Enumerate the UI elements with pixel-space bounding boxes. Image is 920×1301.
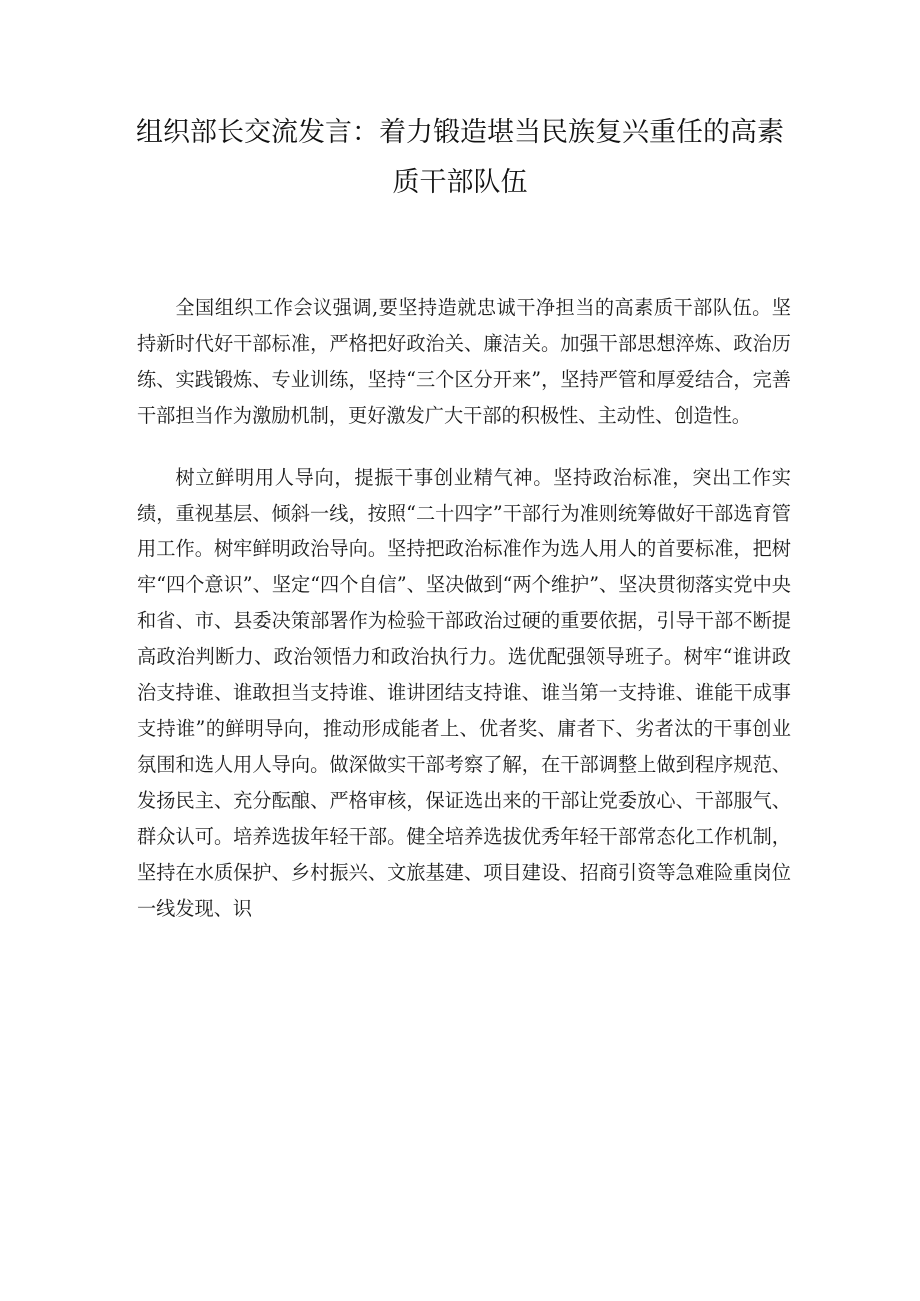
paragraph-1: 全国组织工作会议强调,要坚持造就忠诚干净担当的高素质干部队伍。坚持新时代好干部标准，严格把好政治关、廉洁关。加强干部思想淬炼、政治历练、实践锻炼、专业训练，坚持“三个区分开来”，坚持严管和厚爱结合，完善干部担当作为激励机制，更好激发广大干部的积极性、主动性、创造性。 [137, 296, 791, 427]
document-body [137, 290, 791, 926]
paragraph-2: 树立鲜明用人导向，提振干事创业精气神。坚持政治标准，突出工作实绩，重视基层、倾斜一线，按照“二十四字”干部行为准则统筹做好干部选育管用工作。树牢鲜明政治导向。坚持把政治标准作为选人用人的首要标准，把树牢“四个意识”、坚定“四个自信”、坚决做到“两个维护”、坚决贯彻落实党中央和省、市、县委决策部署作为检验干部政治过硬的重要依据，引导干部不断提高政治判断力、政治领悟力和政治执行力。选优配强领导班子。树牢“谁讲政治支持谁、谁敢担当支持谁、谁讲团结支持谁、谁当第一支持谁、谁能干成事支持谁”的鲜明导向，推动形成能者上、优者奖、庸者下、劣者汰的干事创业氛围和选人用人导向。做深做实干部考察了解，在干部调整上做到程序规范、发扬民主、充分酝酿、严格审核，保证选出来的干部让党委放心、干部服气、群众认可。培养选拔年轻干部。健全培养选拔优秀年轻干部常态化工作机制，坚持在水质保护、乡村振兴、文旅基建、项目建设、招商引资等急难险重岗位一线发现、识 [137, 465, 791, 920]
document-title: 组织部长交流发言：着力锻造堪当民族复兴重任的高素质干部队伍 [136, 117, 784, 198]
